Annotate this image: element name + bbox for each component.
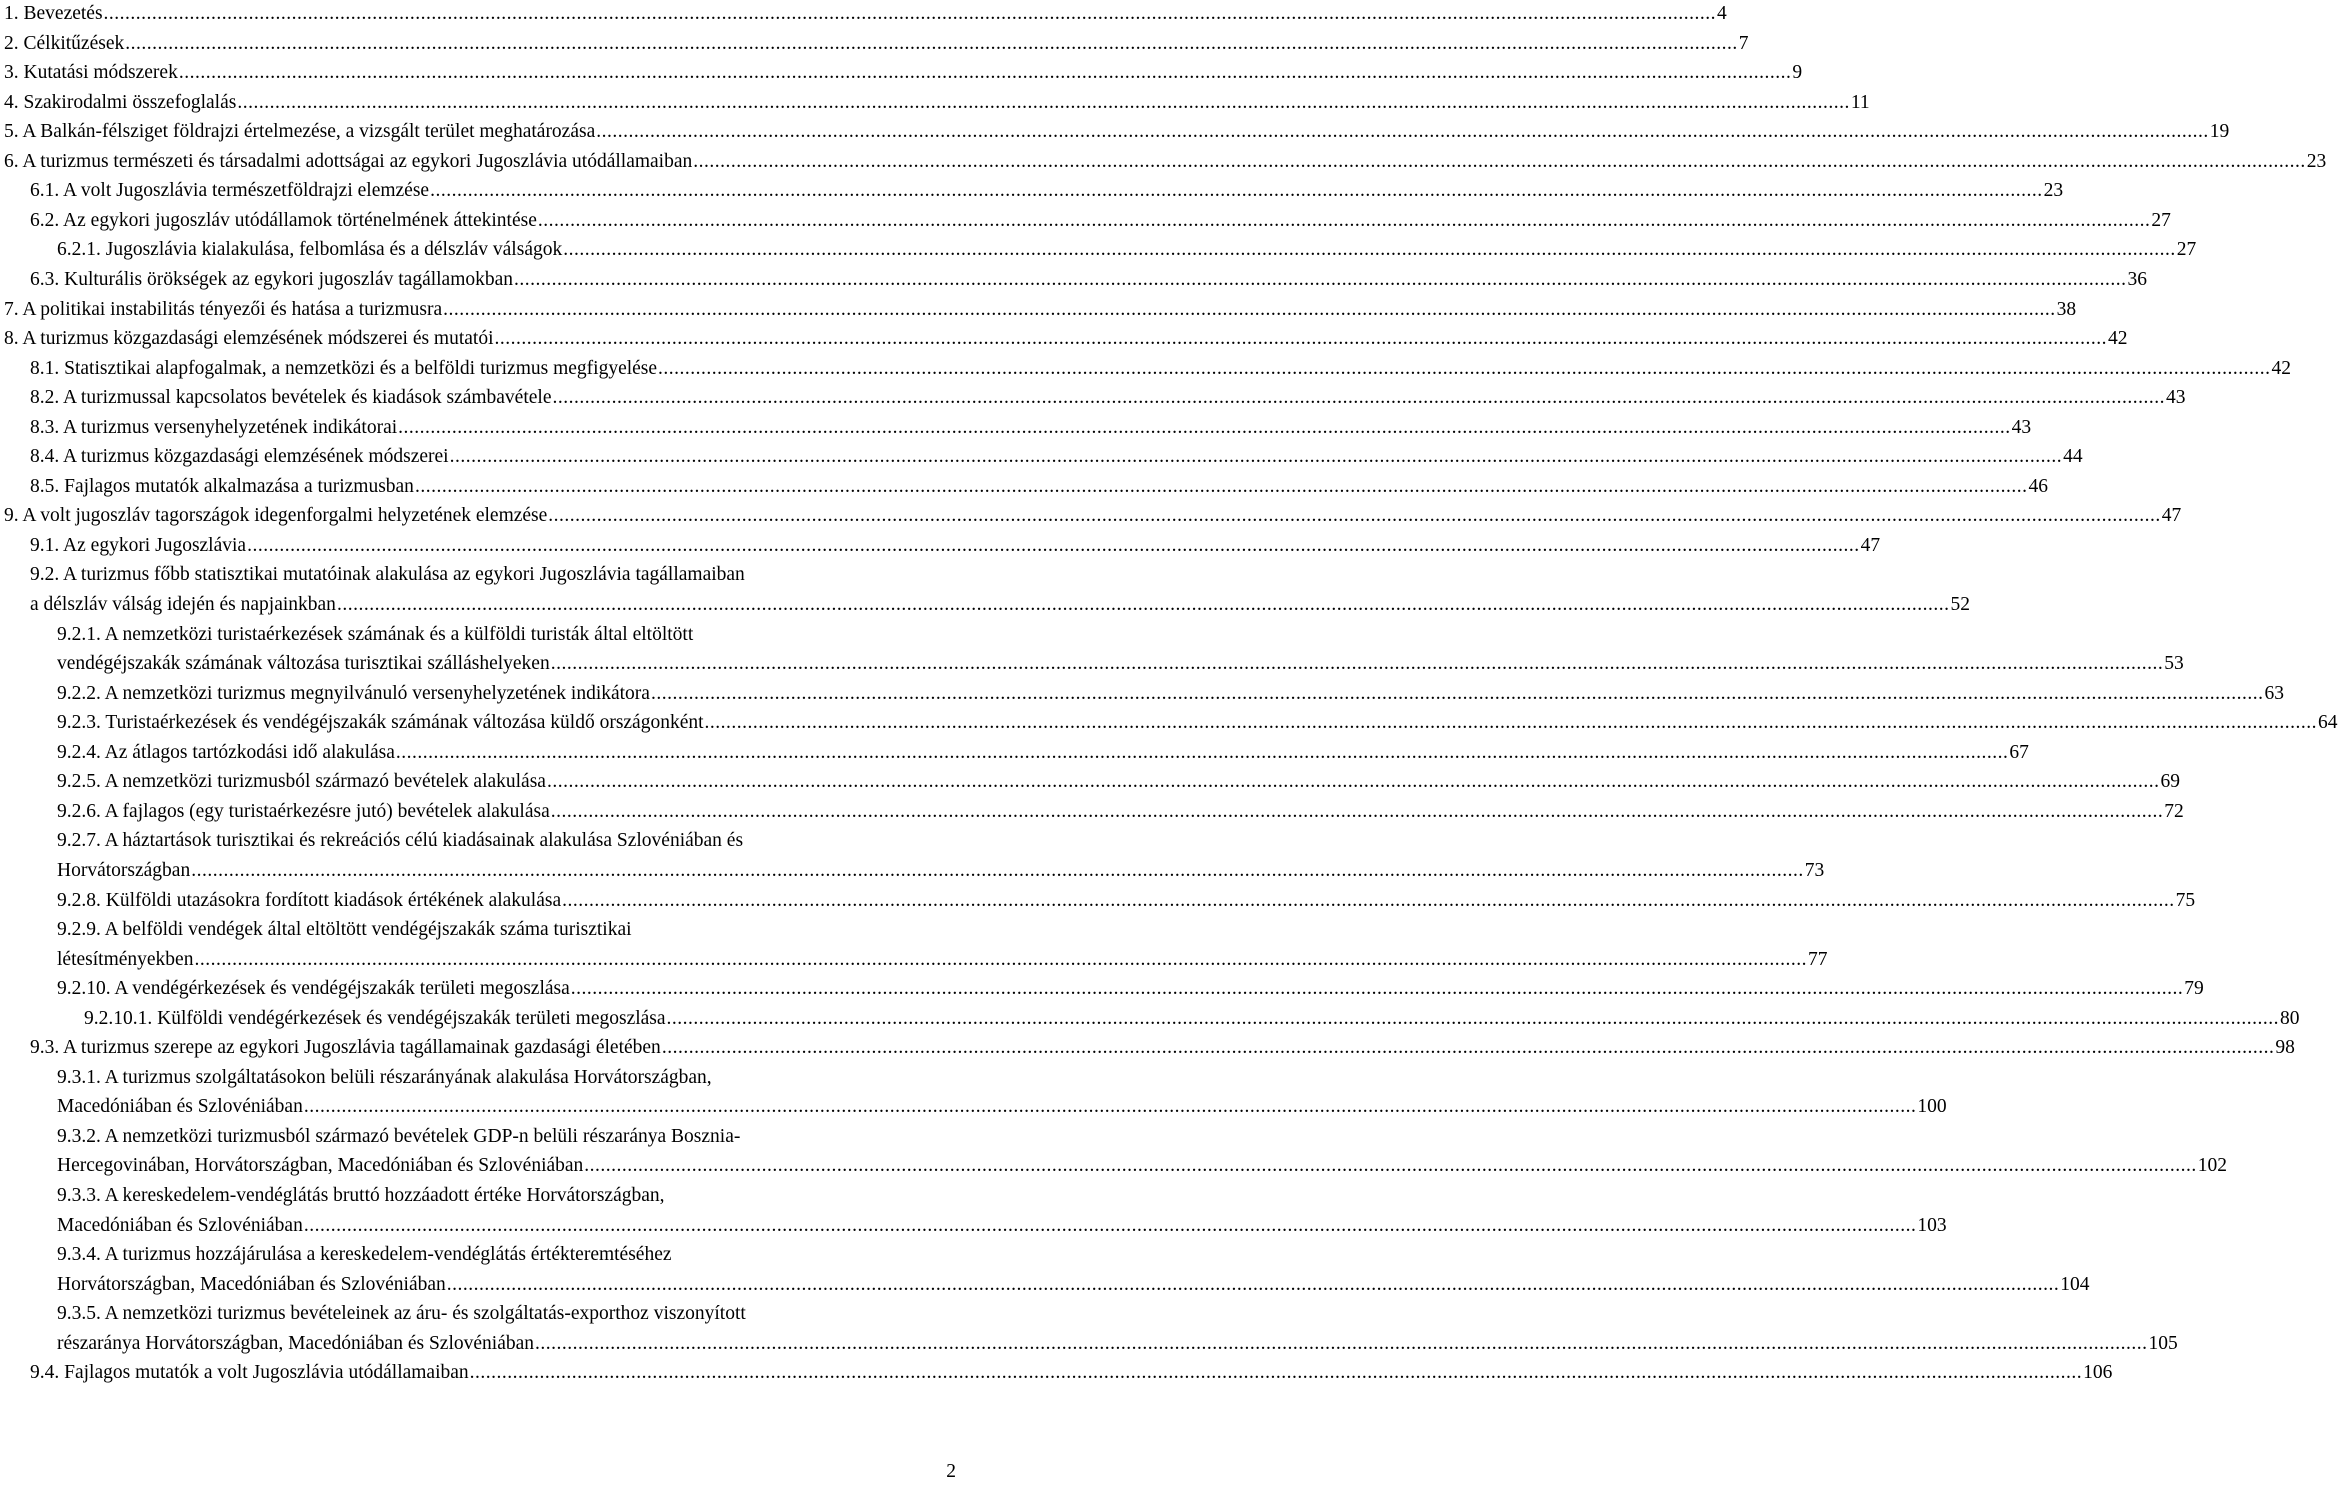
toc-entry-line[interactable] <box>30 443 2083 470</box>
toc-entry-line[interactable] <box>57 1330 2178 1357</box>
toc-leader-dots: ............................................................................................................................................................................................................................................................................................................ <box>395 741 2009 763</box>
toc-entry-page: 43 <box>2165 387 2186 409</box>
toc-entry-line[interactable] <box>30 532 1881 559</box>
toc-entry-title: 9.3. A turizmus szerepe az egykori Jugoszlávia tagállamainak gazdasági életében <box>30 1037 661 1059</box>
toc-entry-title: 9.1. Az egykori Jugoszlávia <box>30 534 247 556</box>
toc-entry-line[interactable] <box>30 1034 2295 1061</box>
toc-entry-line[interactable] <box>4 148 2327 175</box>
toc-entry-line[interactable] <box>57 768 2180 795</box>
toc-entry-title: 1. Bevezetés <box>4 3 103 24</box>
toc-entry-title: 9.2.10. A vendégérkezések és vendégéjszakák területi megoszlása <box>57 978 570 1000</box>
toc-entry-title: Hercegovinában, Horvátországban, Macedóniában és Szlovéniában <box>57 1155 584 1177</box>
toc-entry-page: 80 <box>2280 1007 2300 1029</box>
toc-entry-line[interactable] <box>57 621 958 648</box>
toc-entry-title: részaránya Horvátországban, Macedóniában és Szlovéniában <box>57 1332 534 1354</box>
toc-leader-dots: ............................................................................................................................................................................................................................................................................................................ <box>546 771 2160 793</box>
toc-entry-page: 36 <box>2127 268 2148 290</box>
toc-entry-page: 47 <box>1860 534 1881 556</box>
toc-entry-page: 75 <box>2175 889 2196 911</box>
toc-entry-title: 9.2.1. A nemzetközi turistaérkezések számának és a külföldi turisták által eltöltött <box>57 623 694 645</box>
toc-leader-dots: ............................................................................................................................................................................................................................................................................................................ <box>303 1214 1917 1236</box>
toc-entry-title: 7. A politikai instabilitás tényezői és hatása a turizmusra <box>4 298 443 320</box>
toc-entry-line[interactable] <box>57 1182 958 1209</box>
toc-entry-line[interactable] <box>57 1300 958 1327</box>
toc-entry-line[interactable] <box>57 1093 1947 1120</box>
toc-entry-page: 69 <box>2160 771 2180 793</box>
toc-entry-title: 9.3.5. A nemzetközi turizmus bevételeinek az áru- és szolgáltatás-exporthoz viszonyított <box>57 1303 746 1325</box>
toc-leader-dots: ............................................................................................................................................................................................................................................................................................................ <box>430 180 2043 202</box>
toc-entry-line[interactable] <box>57 1212 1947 1239</box>
toc-entry-line[interactable] <box>57 1241 958 1268</box>
toc-entry-title: 2. Célkitűzések <box>4 32 125 54</box>
toc-entry-title: 9.4. Fajlagos mutatók a volt Jugoszlávia utódállamaiban <box>30 1362 469 1384</box>
toc-leader-dots: ............................................................................................................................................................................................................................................................................................................ <box>237 91 1850 113</box>
toc-entry-line[interactable] <box>4 118 2230 145</box>
toc-leader-dots: ............................................................................................................................................................................................................................................................................................................ <box>704 712 2318 734</box>
toc-leader-dots: ............................................................................................................................................................................................................................................................................................................ <box>550 800 2164 822</box>
toc-entry-title: 6.2. Az egykori jugoszláv utódállamok történelmének áttekintése <box>30 209 537 231</box>
toc-entry-title: 9.2.7. A háztartások turisztikai és rekreációs célú kiadásainak alakulása Szlovéniában és <box>57 830 744 852</box>
toc-entry-title: Horvátországban, Macedóniában és Szlovéniában <box>57 1273 446 1295</box>
toc-entry-page: 43 <box>2011 416 2032 438</box>
toc-leader-dots: ............................................................................................................................................................................................................................................................................................................ <box>125 32 1738 54</box>
toc-entry-page: 105 <box>2148 1332 2178 1354</box>
toc-entry-line[interactable] <box>4 325 2128 352</box>
toc-entry-line[interactable] <box>57 857 1825 884</box>
toc-entry-title: 9. A volt jugoszláv tagországok idegenforgalmi helyzetének elemzése <box>4 505 548 527</box>
toc-entry-title: 9.2. A turizmus főbb statisztikai mutatóinak alakulása az egykori Jugoszlávia tagállamaiban <box>30 564 745 586</box>
toc-leader-dots: ............................................................................................................................................................................................................................................................................................................ <box>584 1155 2197 1177</box>
toc-entry-line[interactable] <box>30 384 2186 411</box>
toc-entry-page: 103 <box>1917 1214 1947 1236</box>
toc-leader-dots: ............................................................................................................................................................................................................................................................................................................ <box>336 594 1950 615</box>
toc-entry-title: Horvátországban <box>57 859 191 881</box>
toc-leader-dots: ............................................................................................................................................................................................................................................................................................................ <box>537 209 2151 231</box>
toc-entry-line[interactable] <box>57 236 2197 263</box>
toc-entry-line[interactable] <box>57 1271 2090 1298</box>
toc-leader-dots: ............................................................................................................................................................................................................................................................................................................ <box>535 1332 2148 1354</box>
toc-entry-page: 38 <box>2056 298 2077 320</box>
toc-entry-page: 7 <box>1738 32 1749 54</box>
toc-leader-dots: ............................................................................................................................................................................................................................................................................................................ <box>446 1273 2060 1295</box>
toc-entry-title: 8.2. A turizmussal kapcsolatos bevételek és kiadások számbavétele <box>30 387 552 409</box>
toc-leader-dots: ............................................................................................................................................................................................................................................................................................................ <box>194 948 1807 970</box>
toc-entry-title: 9.2.10.1. Külföldi vendégérkezések és vendégéjszakák területi megoszlása <box>84 1007 666 1029</box>
toc-entry-title: Macedóniában és Szlovéniában <box>57 1096 303 1118</box>
toc-entry-line[interactable] <box>30 177 2064 204</box>
toc-entry-line[interactable] <box>57 1152 2228 1179</box>
toc-leader-dots: ............................................................................................................................................................................................................................................................................................................ <box>562 889 2175 911</box>
toc-entry-page: 102 <box>2197 1155 2228 1177</box>
toc-entry-line[interactable] <box>30 207 2171 234</box>
toc-entry-line[interactable] <box>57 887 2196 914</box>
toc-entry-line[interactable] <box>30 591 1970 618</box>
toc-entry-title: 9.3.1. A turizmus szolgáltatásokon belüli részarányának alakulása Horvátországban, <box>57 1066 712 1088</box>
toc-entry-title: 8.4. A turizmus közgazdasági elemzésének módszerei <box>30 446 449 468</box>
toc-entry-line[interactable] <box>4 59 1803 86</box>
toc-entry-line[interactable] <box>4 89 1870 116</box>
toc-entry-title: 6. A turizmus természeti és társadalmi adottságai az egykori Jugoszlávia utódállamaiban <box>4 150 693 172</box>
toc-entry-title: 8.1. Statisztikai alapfogalmak, a nemzetközi és a belföldi turizmus megfigyelése <box>30 357 658 379</box>
toc-entry-page: 4 <box>1717 3 1727 24</box>
toc-entry-page: 72 <box>2164 800 2184 822</box>
toc-entry-title: 6.3. Kulturális örökségek az egykori jugoszláv tagállamokban <box>30 268 514 290</box>
toc-entry-page: 104 <box>2060 1273 2090 1295</box>
toc-leader-dots: ............................................................................................................................................................................................................................................................................................................ <box>303 1096 1917 1118</box>
toc-entry-line[interactable] <box>30 266 2148 293</box>
toc-entry-page: 73 <box>1804 859 1825 881</box>
toc-leader-dots: ............................................................................................................................................................................................................................................................................................................ <box>693 150 2306 172</box>
toc-entry-title: 9.2.4. Az átlagos tartózkodási idő alakulása <box>57 741 395 763</box>
toc-entry-page: 52 <box>1950 594 1970 615</box>
toc-entry-title: 6.1. A volt Jugoszlávia természetföldrajzi elemzése <box>30 180 430 202</box>
toc-entry-title: 9.3.2. A nemzetközi turizmusból származó bevételek GDP-n belüli részaránya Bosznia- <box>57 1125 741 1147</box>
toc-leader-dots: ............................................................................................................................................................................................................................................................................................................ <box>550 653 2164 675</box>
toc-entry-title: 8. A turizmus közgazdasági elemzésének módszerei és mutatói <box>4 328 494 350</box>
toc-entry-page: 44 <box>2063 446 2083 468</box>
toc-entry-line[interactable] <box>30 414 2032 441</box>
toc-entry-title: vendégéjszakák számának változása turisztikai szálláshelyeken <box>57 653 550 675</box>
toc-entry-page: 67 <box>2009 741 2029 763</box>
toc-entry-title: 3. Kutatási módszerek <box>4 62 178 84</box>
toc-leader-dots: ............................................................................................................................................................................................................................................................................................................ <box>469 1362 2083 1384</box>
toc-leader-dots: ............................................................................................................................................................................................................................................................................................................ <box>552 387 2165 409</box>
toc-entry-page: 98 <box>2275 1037 2295 1059</box>
toc-entry-line[interactable] <box>4 0 1727 27</box>
toc-entry-page: 47 <box>2161 505 2182 527</box>
toc-leader-dots: ............................................................................................................................................................................................................................................................................................................ <box>443 298 2056 320</box>
toc-entry-line[interactable] <box>57 827 958 854</box>
toc-entry-title: Macedóniában és Szlovéniában <box>57 1214 303 1236</box>
toc-leader-dots: ............................................................................................................................................................................................................................................................................................................ <box>596 121 2209 143</box>
toc-entry-page: 42 <box>2271 357 2292 379</box>
toc-entry-page: 63 <box>2264 682 2284 704</box>
toc-entry-line[interactable] <box>84 1005 2300 1032</box>
toc-entry-title: 6.2.1. Jugoszlávia kialakulása, felbomlása és a délszláv válságok <box>57 239 563 261</box>
toc-leader-dots: ............................................................................................................................................................................................................................................................................................................ <box>247 534 1860 556</box>
toc-leader-dots: ............................................................................................................................................................................................................................................................................................................ <box>494 328 2108 350</box>
toc-leader-dots: ............................................................................................................................................................................................................................................................................................................ <box>548 505 2161 527</box>
toc-entry-page: 11 <box>1850 91 1870 113</box>
toc-entry-title: 9.2.3. Turistaérkezések és vendégéjszakák számának változása küldő országonként <box>57 712 704 734</box>
toc-entry-title: 8.3. A turizmus versenyhelyzetének indikátorai <box>30 416 398 438</box>
toc-entry-page: 100 <box>1917 1096 1947 1118</box>
toc-entry-line[interactable] <box>57 1123 958 1150</box>
toc-entry-title: létesítményekben <box>57 948 194 970</box>
toc-entry-line[interactable] <box>57 946 1828 973</box>
toc-entry-page: 27 <box>2176 239 2197 261</box>
toc-entry-line[interactable] <box>57 739 2029 766</box>
toc-entry-title: a délszláv válság idején és napjainkban <box>30 594 336 615</box>
toc-entry-title: 9.3.4. A turizmus hozzájárulása a kereskedelem-vendéglátás értékteremtéséhez <box>57 1244 672 1266</box>
toc-entry-title: 9.2.6. A fajlagos (egy turistaérkezésre jutó) bevételek alakulása <box>57 800 550 822</box>
toc-entry-line[interactable] <box>57 1064 958 1091</box>
toc-entry-page: 53 <box>2164 653 2184 675</box>
toc-leader-dots: ............................................................................................................................................................................................................................................................................................................ <box>661 1037 2275 1059</box>
toc-entry-title: 9.2.8. Külföldi utazásokra fordított kiadások értékének alakulása <box>57 889 562 911</box>
toc-entry-line[interactable] <box>57 709 2338 736</box>
toc-entry-line[interactable] <box>4 30 1749 57</box>
toc-entry-line[interactable] <box>57 975 2204 1002</box>
toc-entry-line[interactable] <box>30 473 2048 500</box>
toc-entry-page: 106 <box>2083 1362 2113 1384</box>
toc-entry-line[interactable] <box>30 355 2292 382</box>
toc-entry-page: 42 <box>2108 328 2128 350</box>
toc-entry-title: 9.2.9. A belföldi vendégek által eltöltött vendégéjszakák száma turisztikai <box>57 919 632 941</box>
toc-entry-line[interactable] <box>57 916 958 943</box>
toc-entry-line[interactable] <box>57 798 2184 825</box>
toc-entry-page: 64 <box>2318 712 2338 734</box>
toc-leader-dots: ............................................................................................................................................................................................................................................................................................................ <box>658 357 2271 379</box>
toc-entry-page: 23 <box>2306 150 2327 172</box>
toc-entry-page: 23 <box>2043 180 2064 202</box>
toc-leader-dots: ............................................................................................................................................................................................................................................................................................................ <box>449 446 2063 468</box>
toc-leader-dots: ............................................................................................................................................................................................................................................................................................................ <box>414 475 2028 497</box>
toc-entry-title: 5. A Balkán-félsziget földrajzi értelmezése, a vizsgált terület meghatározása <box>4 121 596 143</box>
toc-leader-dots: ............................................................................................................................................................................................................................................................................................................ <box>178 62 1792 84</box>
toc-leader-dots: ............................................................................................................................................................................................................................................................................................................ <box>563 239 2176 261</box>
toc-entry-title: 9.2.2. A nemzetközi turizmus megnyilvánuló versenyhelyzetének indikátora <box>57 682 650 704</box>
toc-entry-line[interactable] <box>30 561 958 588</box>
toc-leader-dots: ............................................................................................................................................................................................................................................................................................................ <box>398 416 2011 438</box>
toc-entry-page: 9 <box>1792 62 1803 84</box>
toc-entry-title: 8.5. Fajlagos mutatók alkalmazása a turizmusban <box>30 475 414 497</box>
toc-entry-page: 77 <box>1807 948 1828 970</box>
toc-leader-dots: ............................................................................................................................................................................................................................................................................................................ <box>514 268 2127 290</box>
toc-leader-dots: ............................................................................................................................................................................................................................................................................................................ <box>570 978 2184 1000</box>
toc-entry-page: 19 <box>2209 121 2230 143</box>
page-number: 2 <box>946 1461 956 1482</box>
toc-entry-page: 46 <box>2028 475 2048 497</box>
toc-entry-line[interactable] <box>4 502 2182 529</box>
toc-leader-dots: ............................................................................................................................................................................................................................................................................................................ <box>666 1007 2280 1029</box>
toc-entry-page: 79 <box>2184 978 2204 1000</box>
toc-entry-line[interactable] <box>4 296 2077 323</box>
toc-entry-line[interactable] <box>30 1359 2113 1386</box>
toc-entry-page: 27 <box>2151 209 2171 231</box>
toc-leader-dots: ............................................................................................................................................................................................................................................................................................................ <box>191 859 1804 881</box>
toc-entry-title: 9.2.5. A nemzetközi turizmusból származó bevételek alakulása <box>57 771 546 793</box>
toc-entry-title: 9.3.3. A kereskedelem-vendéglátás bruttó hozzáadott értéke Horvátországban, <box>57 1185 665 1206</box>
toc-entry-line[interactable] <box>57 680 2284 707</box>
toc-leader-dots: ............................................................................................................................................................................................................................................................................................................ <box>650 682 2264 704</box>
toc-leader-dots: ............................................................................................................................................................................................................................................................................................................ <box>103 3 1717 24</box>
toc-entry-title: 4. Szakirodalmi összefoglalás <box>4 91 237 113</box>
toc-entry-line[interactable] <box>57 650 2184 677</box>
